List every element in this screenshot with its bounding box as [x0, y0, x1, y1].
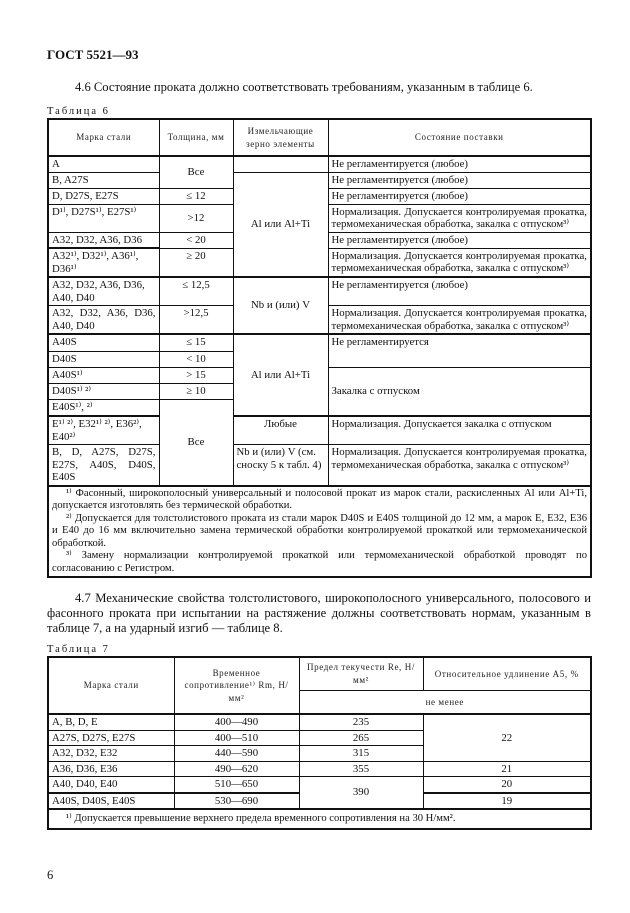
- cell: 440—590: [174, 746, 299, 762]
- cell: 355: [299, 761, 423, 777]
- cell: > 15: [159, 367, 233, 383]
- cell: Не регламентируется (любое): [328, 277, 591, 306]
- cell: Не регламентируется (любое): [328, 156, 591, 172]
- footnote: ³⁾ Замену нормализации контролируемой прокаткой или термомеханической обработкой проводят по согласованию с Регистром.: [52, 550, 587, 574]
- cell: B, A27S: [48, 172, 159, 188]
- cell: ≤ 12,5: [159, 277, 233, 306]
- cell: 22: [423, 714, 591, 761]
- col-header: не менее: [299, 690, 591, 714]
- footnotes-row: [48, 809, 591, 829]
- cell: A40, D40, E40: [48, 777, 174, 793]
- table-row: [48, 416, 591, 445]
- col-header: Предел текучести Re, Н/мм²: [299, 657, 423, 690]
- cell: 530—690: [174, 793, 299, 810]
- footnotes-row: [48, 486, 591, 578]
- table-row: [48, 277, 591, 306]
- cell: 20: [423, 777, 591, 793]
- cell: A36, D36, E36: [48, 761, 174, 777]
- cell: Нормализация. Допускается контролируемая прокатка, термомеханическая обработка, закалка с отпуском³⁾: [328, 306, 591, 335]
- cell: A32, D32, A36, D36, A40, D40: [48, 277, 159, 306]
- cell: Нормализация. Допускается закалка с отпуском: [328, 416, 591, 445]
- cell: Не регламентируется (любое): [328, 172, 591, 188]
- cell: 390: [299, 777, 423, 810]
- cell: A32¹⁾, D32¹⁾, A36¹⁾, D36¹⁾: [48, 248, 159, 277]
- cell: 19: [423, 793, 591, 810]
- table7-caption: Таблица 7: [47, 644, 110, 655]
- cell: Не регламентируется (любое): [328, 232, 591, 248]
- cell: Закалка с отпуском: [328, 367, 591, 416]
- cell: Все: [159, 156, 233, 188]
- table-7: [47, 656, 592, 830]
- table-row: [48, 777, 591, 793]
- cell: 235: [299, 714, 423, 730]
- cell: D40S¹⁾ ²⁾: [48, 383, 159, 399]
- cell: Al или Al+Ti: [233, 334, 328, 416]
- table-row: [48, 445, 591, 486]
- paragraph-4-7: 4.7 Механические свойства толстолистового, широкополосного универсального, полосового и фасонного проката при испытании на растяжение должны соответствовать нормам, указанным в таблице 7, а на ударный изгиб — таблице 8.: [47, 591, 591, 635]
- footnote: ¹⁾ Фасонный, широкополосный универсальный и полосовой прокат из марок стали, раскисленных Al или Al+Ti, допускается изготовлять без термической обработки.: [52, 487, 587, 511]
- cell: ≤ 12: [159, 188, 233, 204]
- table-row: [48, 714, 591, 730]
- cell: 265: [299, 730, 423, 746]
- cell: A40S: [48, 334, 159, 351]
- cell: B, D, A27S, D27S, E27S, A40S, D40S, E40S: [48, 445, 159, 486]
- cell: A27S, D27S, E27S: [48, 730, 174, 746]
- cell: E¹⁾ ²⁾, E32¹⁾ ²⁾, E36²⁾, E40²⁾: [48, 416, 159, 445]
- cell: 400—510: [174, 730, 299, 746]
- cell: ≥ 10: [159, 383, 233, 399]
- cell: A32, D32, A36, D36, A40, D40: [48, 306, 159, 335]
- table-row: [48, 761, 591, 777]
- cell: < 10: [159, 351, 233, 367]
- cell: 21: [423, 761, 591, 777]
- cell: Не регламентируется (любое): [328, 188, 591, 204]
- col-header: Марка стали: [48, 119, 159, 156]
- cell: Нормализация. Допускается контролируемая прокатка, термомеханическая обработка, закалка с отпуском³⁾: [328, 248, 591, 277]
- cell: A32, D32, E32: [48, 746, 174, 762]
- cell: Любые: [233, 416, 328, 445]
- cell: Nb и (или) V: [233, 277, 328, 334]
- col-header: Измельчающие зерно элементы: [233, 119, 328, 156]
- cell: E40S¹⁾, ²⁾: [48, 399, 159, 416]
- cell: Nb и (или) V (см. сноску 5 к табл. 4): [233, 445, 328, 486]
- cell: Все: [159, 399, 233, 486]
- cell: < 20: [159, 232, 233, 248]
- cell: A40S¹⁾: [48, 367, 159, 383]
- cell: D, D27S, E27S: [48, 188, 159, 204]
- cell: Al или Al+Ti: [233, 172, 328, 277]
- cell: ≥ 20: [159, 248, 233, 277]
- col-header: Временное сопротивление¹⁾ Rm, Н/мм²: [174, 657, 299, 714]
- cell: D¹⁾, D27S¹⁾, E27S¹⁾: [48, 204, 159, 232]
- cell: 490—620: [174, 761, 299, 777]
- cell: Нормализация. Допускается контролируемая прокатка, термомеханическая обработка, закалка с отпуском³⁾: [328, 204, 591, 232]
- cell: A: [48, 156, 159, 172]
- cell: Нормализация. Допускается контролируемая прокатка, термомеханическая обработка, закалка с отпуском³⁾: [328, 445, 591, 486]
- page-number: 6: [47, 868, 54, 882]
- table-6: [47, 118, 592, 578]
- paragraph-4-6: 4.6 Состояние проката должно соответствовать требованиям, указанным в таблице 6.: [75, 80, 533, 94]
- cell: ≤ 15: [159, 334, 233, 351]
- cell: >12,5: [159, 306, 233, 335]
- table-row: [48, 172, 591, 188]
- col-header: Относительное удлинение A5, %: [423, 657, 591, 690]
- table-row: [48, 334, 591, 351]
- col-header: Состояние поставки: [328, 119, 591, 156]
- standard-header: ГОСТ 5521—93: [47, 47, 139, 62]
- cell: A, B, D, E: [48, 714, 174, 730]
- cell: >12: [159, 204, 233, 232]
- footnote: ¹⁾ Допускается превышение верхнего предела временного сопротивления на 30 Н/мм².: [66, 812, 456, 824]
- cell: 400—490: [174, 714, 299, 730]
- col-header: Толщина, мм: [159, 119, 233, 156]
- cell: Не регламентируется: [328, 334, 591, 367]
- col-header: Марка стали: [48, 657, 174, 714]
- cell: [233, 156, 328, 172]
- footnote: ²⁾ Допускается для толстолистового проката из стали марок D40S и E40S толщиной до 12 мм, а марок E, E32, E36 и E40 до 16 мм включительно замена термической обработки контролируемой прокаткой или термомеханической обработкой.: [52, 512, 587, 549]
- cell: A40S, D40S, E40S: [48, 793, 174, 810]
- table6-caption: Таблица 6: [47, 106, 110, 117]
- table-row: [48, 156, 591, 172]
- cell: 510—650: [174, 777, 299, 793]
- cell: D40S: [48, 351, 159, 367]
- cell: 315: [299, 746, 423, 762]
- cell: A32, D32, A36, D36: [48, 232, 159, 248]
